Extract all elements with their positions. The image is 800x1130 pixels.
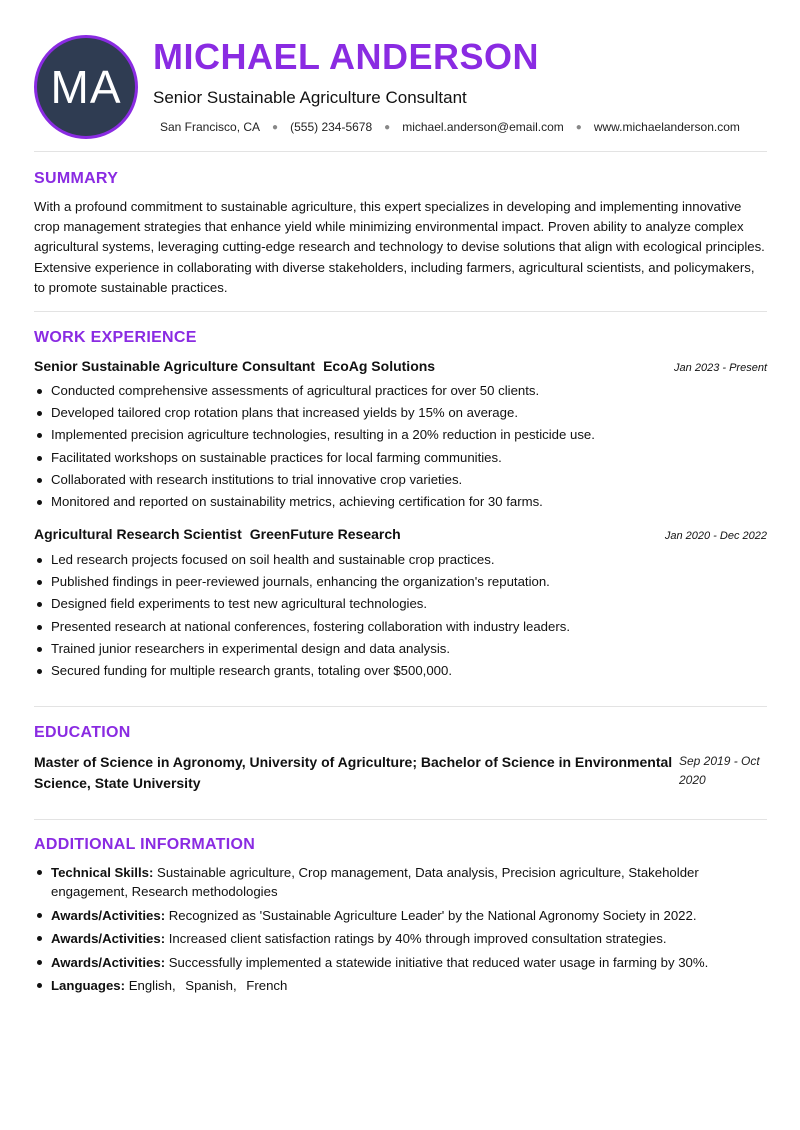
list-item: Led research projects focused on soil health and sustainable crop practices. (34, 550, 767, 572)
candidate-name: MICHAEL ANDERSON (153, 36, 540, 77)
list-item: Trained junior researchers in experimental design and data analysis. (34, 639, 767, 661)
list-item: Presented research at national conferences, fostering collaboration with industry leaders. (34, 617, 767, 639)
job-title: Senior Sustainable Agriculture Consultant (34, 358, 316, 374)
contact-phone[interactable]: (555) 234-5678 (290, 120, 373, 134)
list-item: Published findings in peer-reviewed journals, enhancing the organization's reputation. (34, 572, 767, 594)
candidate-role: Senior Sustainable Agriculture Consultant (153, 88, 467, 107)
item-text: Recognized as 'Sustainable Agriculture Leader' by the National Agronomy Society in 2022. (168, 907, 697, 923)
education-dates: Sep 2019 - Oct 2020 (679, 754, 760, 787)
separator-dot-icon: ● (384, 121, 391, 133)
divider (34, 819, 767, 820)
item-text: Increased client satisfaction ratings by 40% through improved consultation strategies. (168, 931, 667, 946)
list-item: Monitored and reported on sustainability metrics, achieving certification for 30 farms. (34, 492, 767, 514)
job-dates: Jan 2023 - Present (674, 362, 767, 374)
summary-text: With a profound commitment to sustainable agriculture, this expert specializes in developing and implementing innovative crop management strategies that enhance yield while minimizing environmental impact. Proven ability to analyze complex agricultural systems, leveraging cutting-edge research and technology to devise solutions that align with ecological principles. Extensive experience in collaborating with diverse stakeholders, including farmers, agricultural scientists, and policymakers, to promote sustainable practices. (34, 199, 765, 295)
contact-email[interactable]: michael.anderson@email.com (402, 120, 564, 134)
additional-list (34, 863, 767, 1000)
separator-dot-icon: ● (272, 121, 279, 133)
item-text: Successfully implemented a statewide initiative that reduced water usage in farming by 30%. (168, 954, 709, 970)
avatar (34, 35, 138, 139)
additional-heading: ADDITIONAL INFORMATION (34, 836, 256, 853)
list-item (34, 906, 767, 925)
summary-heading: SUMMARY (34, 170, 119, 187)
item-label: Technical Skills: (51, 865, 154, 880)
experience-heading: WORK EXPERIENCE (34, 329, 197, 346)
education-entry (34, 752, 767, 794)
job-company: GreenFuture Research (249, 526, 401, 542)
divider (34, 151, 767, 152)
languages-label: Languages: (51, 978, 126, 993)
language: Spanish, (185, 978, 237, 993)
list-item: Secured funding for multiple research grants, totaling over $500,000. (34, 661, 767, 683)
job-bullets (34, 381, 767, 514)
job-bullets (34, 550, 767, 683)
item-text: Sustainable agriculture, Crop management, Data analysis, Precision agriculture, Stakeholder engagement, Research methodologies (51, 865, 699, 899)
job-header (34, 358, 767, 374)
avatar-initials: MA (50, 61, 122, 113)
separator-dot-icon: ● (575, 121, 582, 133)
list-item: Conducted comprehensive assessments of agricultural practices for over 50 clients. (34, 381, 767, 403)
job-title-line (34, 358, 435, 374)
language: French (246, 978, 288, 993)
list-item: Developed tailored crop rotation plans that increased yields by 15% on average. (34, 403, 767, 425)
list-item: Collaborated with research institutions to trial innovative crop varieties. (34, 470, 767, 492)
list-item (34, 863, 767, 901)
list-item (34, 953, 767, 972)
job-header (34, 526, 767, 542)
list-item: Designed field experiments to test new agricultural technologies. (34, 594, 767, 616)
item-label: Awards/Activities: (51, 907, 166, 923)
divider (34, 706, 767, 707)
languages-item (34, 976, 767, 995)
job-dates: Jan 2020 - Dec 2022 (664, 530, 767, 542)
contact-location: San Francisco, CA (160, 120, 261, 134)
divider (34, 311, 767, 312)
contact-website[interactable]: www.michaelanderson.com (593, 120, 740, 134)
list-item: Facilitated workshops on sustainable practices for local farming communities. (34, 448, 767, 470)
contact-bar (160, 120, 740, 134)
education-heading: EDUCATION (34, 724, 131, 741)
list-item: Implemented precision agriculture technologies, resulting in a 20% reduction in pesticide use. (34, 425, 767, 447)
item-label: Awards/Activities: (51, 931, 166, 946)
education-degree: Master of Science in Agronomy, University of Agriculture; Bachelor of Science in Environmental Science, State University (34, 754, 673, 791)
language: English, (128, 978, 176, 993)
job-company: EcoAg Solutions (323, 358, 436, 374)
item-label: Awards/Activities: (51, 954, 166, 970)
list-item (34, 929, 767, 948)
job-title: Agricultural Research Scientist (34, 526, 242, 542)
job-title-line (34, 526, 401, 542)
